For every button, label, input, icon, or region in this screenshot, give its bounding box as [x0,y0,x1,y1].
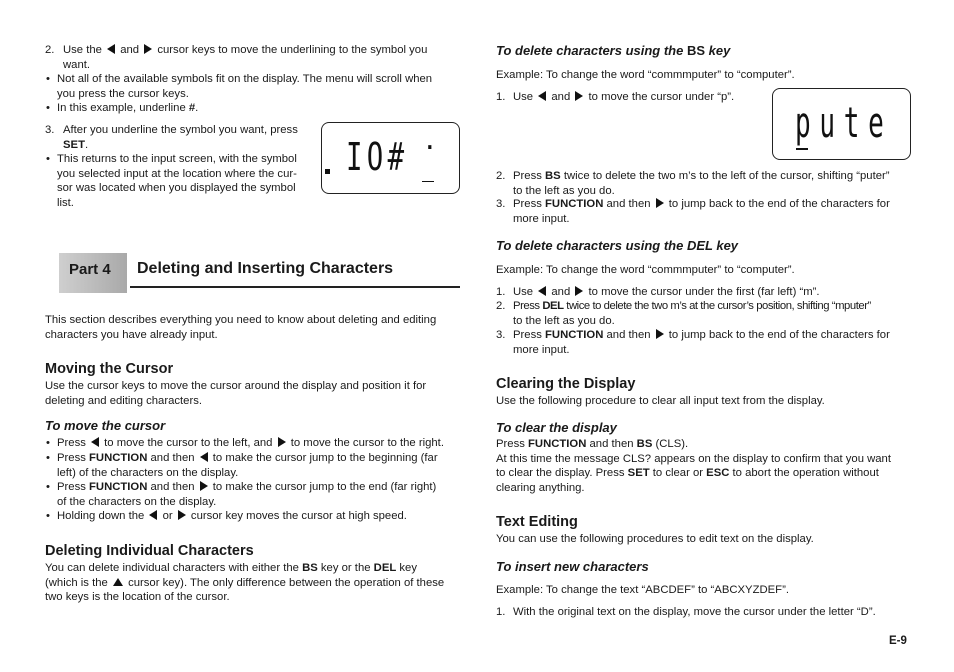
left-arrow-icon [107,44,115,54]
right-arrow-icon [200,481,208,491]
cursor-underline [796,148,808,150]
bs-step-2: 2. Press BS twice to delete the two m’s to the left of the cursor, shifting “puter” to the left as you do. [496,170,890,197]
heading-deleting-characters: Deleting Individual Characters [45,543,254,559]
insert-step-1: 1. With the original text on the display, move the cursor under the letter “D”. [496,606,876,618]
del-step-1: 1. Use and to move the cursor under the first (far left) “m”. [496,286,820,298]
clearing-description: Use the following procedure to clear all input text from the display. [496,395,825,407]
right-arrow-icon [575,91,583,101]
right-arrow-icon [575,286,583,296]
lcd-display-symbol [321,122,460,194]
right-arrow-icon [656,329,664,339]
right-arrow-icon [144,44,152,54]
del-step-2: 2. Press DEL twice to delete the two m’s at the cursor’s position, shifting “mputer” to the left as you do. [496,300,871,327]
step-2: 2. Use the and cursor keys to move the underlining to the symbol you want. [45,44,428,71]
part-label: Part 4 [69,261,111,278]
insert-example: Example: To change the text “ABCDEF” to “ABCXYZDEF”. [496,584,789,596]
subheading-insert-characters: To insert new characters [496,559,649,574]
right-arrow-icon [656,198,664,208]
right-arrow-icon [278,437,286,447]
heading-text-editing: Text Editing [496,514,578,530]
lcd-text: IO# [346,135,409,179]
bs-step-3: 3. Press FUNCTION and then to jump back to the end of the characters for more input. [496,198,890,225]
cursor-underline [422,181,434,182]
deleting-description: You can delete individual characters with either the BS key or the DEL key (which is the cursor key). The only difference between the operation of these two keys is the location of the cursor. [45,562,445,603]
heading-clearing-display: Clearing the Display [496,376,636,392]
subheading-move-cursor: To move the cursor [45,418,166,433]
step-3: 3. After you underline the symbol you want, press SET. [45,124,298,151]
up-arrow-icon [113,578,123,586]
page-number: E-9 [889,635,907,647]
section-description: This section describes everything you need to know about deleting and editing characters you have already input. [45,314,437,341]
lcd-text: pute [795,98,893,147]
part-label-box [59,253,127,293]
del-example: Example: To change the word “commmputer” to “computer”. [496,264,795,276]
lcd-display-pute [772,88,911,160]
editing-description: You can use the following procedures to edit text on the display. [496,533,814,545]
moving-description: Use the cursor keys to move the cursor around the display and position it for deleting and editing characters. [45,380,427,407]
cursor-block [325,169,330,174]
del-step-3: 3. Press FUNCTION and then to jump back to the end of the characters for more input. [496,329,890,356]
step-number: 2. [45,44,55,56]
subheading-delete-bs: To delete characters using the BS key [496,43,731,58]
left-arrow-icon [538,286,546,296]
part-title-rule [130,286,460,288]
subheading-delete-del: To delete characters using the DEL key [496,238,739,253]
heading-moving-cursor: Moving the Cursor [45,361,174,377]
bs-example: Example: To change the word “commmputer” to “computer”. [496,69,795,81]
right-arrow-icon [178,510,186,520]
left-arrow-icon [200,452,208,462]
left-arrow-icon [91,437,99,447]
bs-step-1: 1. Use and to move the cursor under “p”. [496,91,735,103]
left-arrow-icon [149,510,157,520]
left-arrow-icon [538,91,546,101]
clear-instructions: Press FUNCTION and then BS (CLS). At this time the message CLS? appears on the display to confirm that you want to clear the display. Press SET to clear or ESC to abort the operation without clearing anything. [496,438,891,494]
lcd-dot: · [422,133,438,163]
part-title: Deleting and Inserting Characters [137,260,394,277]
subheading-clear-display: To clear the display [496,420,617,435]
